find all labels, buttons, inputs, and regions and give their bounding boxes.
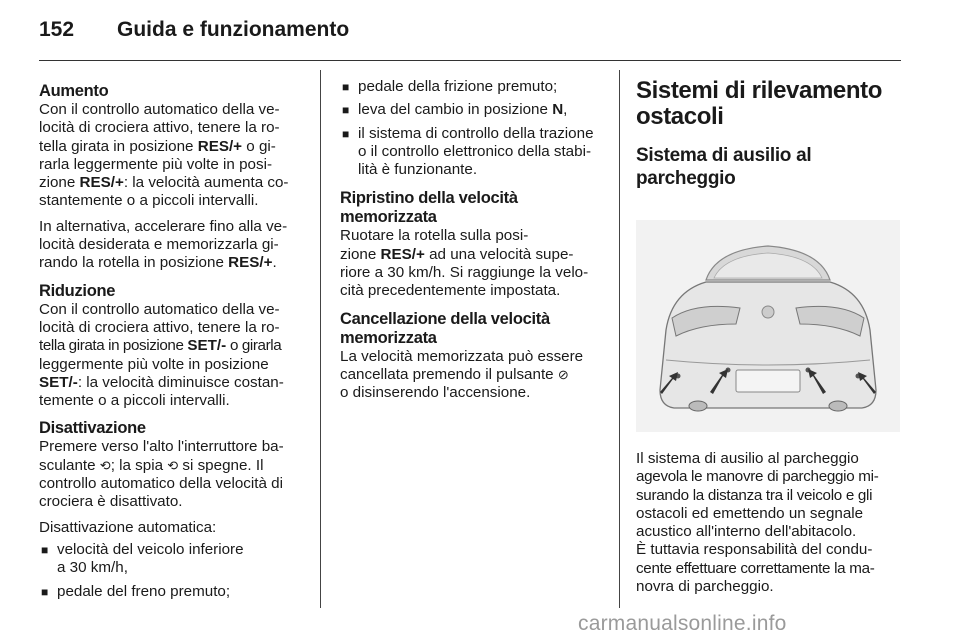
header-rule: [39, 60, 901, 61]
paragraph: Ruotare la rotella sulla posi- zione RES/+ ad una velocità supe- riore a 30 km/h. Si raggiunge la velo- cità precedentemente impostata.: [340, 227, 589, 300]
section-disattivazione: [39, 419, 305, 600]
section-ripristino: [340, 189, 602, 300]
list-item: ■ pedale della frizione premuto;: [340, 78, 602, 96]
list-item: ■ il sistema di controllo della trazione o il controllo elettronico della stabi- lità è funzionante.: [340, 125, 602, 180]
auto-off-list-continued: [340, 78, 602, 179]
paragraph: Con il controllo automatico della ve- locità di crociera attivo, tenere la ro- tella girata in posizione SET/- o girarla leggermente più volte in posizione SET/-: la velocità diminuisce costan- temente o a piccoli intervalli.: [39, 300, 284, 410]
cruise-control-off-icon: ⊘: [557, 366, 569, 382]
column-1: [39, 82, 305, 610]
column-divider: [320, 70, 321, 608]
paragraph: Con il controllo automatico della ve- locità di crociera attivo, tenere la ro- tella girata in posizione RES/+ o gi- rarla leggermente più volte in posi- zione RES/+: la velocità aumenta co- stantemente o a piccoli intervalli.: [39, 101, 289, 210]
section-aumento: [39, 82, 305, 273]
auto-off-list: [39, 541, 305, 601]
watermark: carmanualsonline.info: [578, 612, 787, 635]
paragraph: È tuttavia responsabilità del condu- cente effettuare correttamente la ma- novra di parcheggio.: [636, 541, 875, 596]
parking-sensor-car-illustration: [636, 220, 900, 432]
paragraph: In alternativa, accelerare fino alla ve- locità desiderata e memorizzarla gi- rando la rotella in posizione RES/+.: [39, 217, 288, 272]
heading-ripristino: Ripristino della velocità memorizzata: [340, 189, 518, 227]
section-cancellazione: [340, 310, 602, 403]
column-divider: [619, 70, 620, 608]
heading-cancellazione: Cancellazione della velocità memorizzata: [340, 309, 550, 347]
page-number: 152: [39, 18, 75, 41]
paragraph: Premere verso l'alto l'interruttore ba- sculante ⟲; la spia ⟲ si spegne. Il controllo automatico della velocità di crociera è disattivato.: [39, 438, 284, 511]
column-3: [636, 78, 902, 603]
heading-disattivazione: Disattivazione: [39, 419, 146, 438]
cruise-control-icon: ⟲: [167, 457, 179, 473]
section-riduzione: [39, 282, 305, 411]
paragraph: Il sistema di ausilio al parcheggio agevola le manovre di parcheggio mi- surando la distanza tra il veicolo e gli ostacoli ed emettendo un segnale acustico all'interno dell'abitacolo.: [636, 450, 879, 541]
heading-riduzione: Riduzione: [39, 281, 116, 300]
heading-aumento: Aumento: [39, 82, 109, 100]
cruise-control-icon: ⟲: [99, 457, 111, 473]
list-item: ■ velocità del veicolo inferiore a 30 km/h,: [39, 541, 305, 578]
column-2: [340, 78, 602, 412]
paragraph: Disattivazione automatica:: [39, 518, 217, 536]
section-title: Sistemi di rilevamento ostacoli: [636, 77, 882, 130]
paragraph: La velocità memorizzata può essere cancellata premendo il pulsante ⊘ o disinserendo l'accensione.: [340, 347, 584, 402]
section-subtitle: Sistema di ausilio al parcheggio: [636, 145, 812, 189]
page-title: Guida e funzionamento: [117, 18, 350, 41]
page-header: [39, 18, 349, 42]
list-item: ■ leva del cambio in posizione N,: [340, 101, 602, 119]
list-item: ■ pedale del freno premuto;: [39, 583, 305, 601]
